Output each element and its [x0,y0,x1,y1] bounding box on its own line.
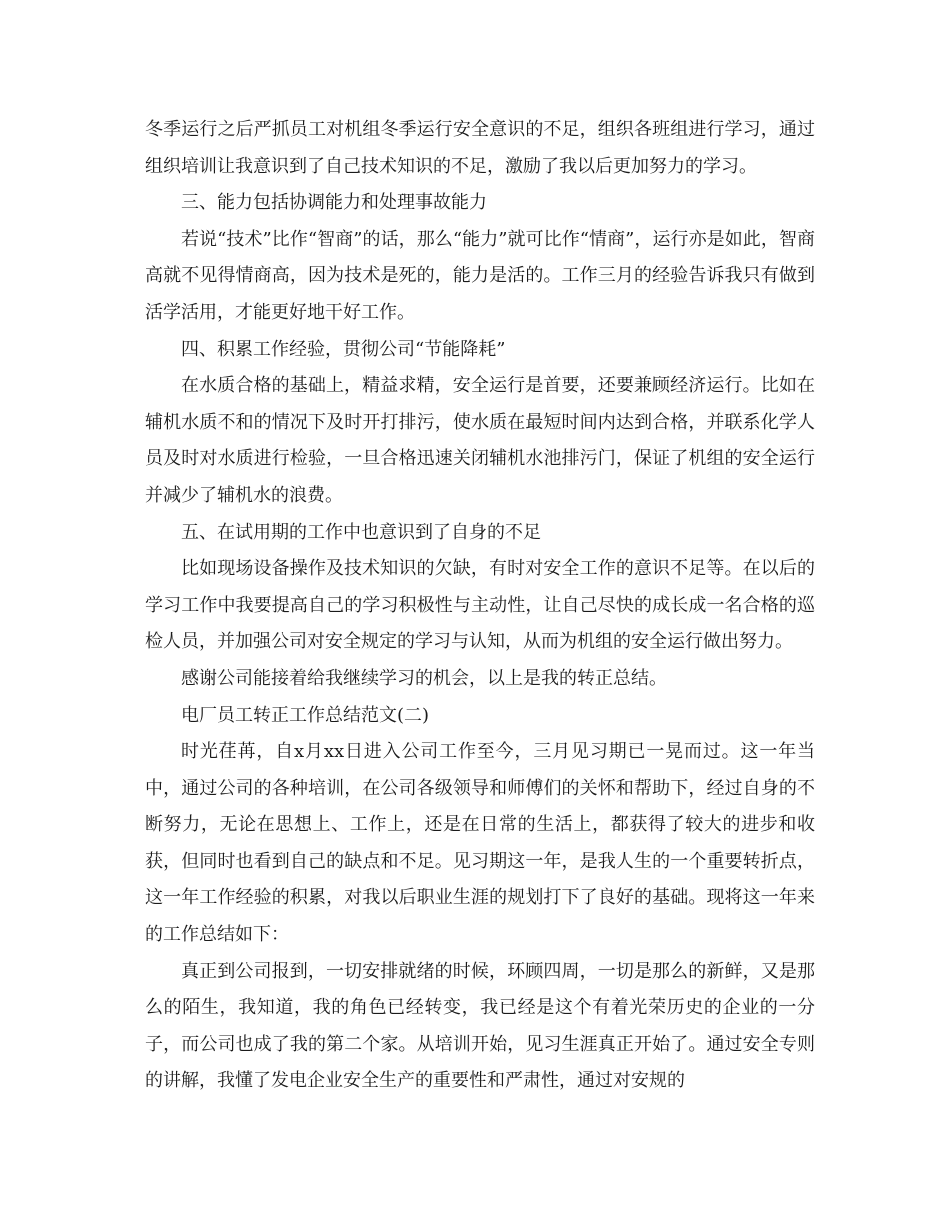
paragraph-7: 真正到公司报到，一切安排就绪的时候，环顾四周，一切是那么的新鲜，又是那么的陌生，我知道，我的角色已经转变，我已经是这个有着光荣历史的企业的一分子，而公司也成了我的第二个家。从培训开始，见习生涯真正开始了。通过安全专则的讲解，我懂了发电企业安全生产的重要性和严肃性，通过对安规的 [145,960,815,1092]
paragraph-4: 比如现场设备操作及技术知识的欠缺，有时对安全工作的意识不足等。在以后的学习工作中我要提高自己的学习积极性与主动性，让自己尽快的成长成一名合格的巡检人员，并加强公司对安全规定的学习与认知，从而为机组的安全运行做出努力。 [145,558,815,653]
section-heading-3: 三、能力包括协调能力和处理事故能力 [181,192,487,214]
document-subtitle: 电厂员工转正工作总结范文(二) [181,704,430,726]
paragraph-5: 感谢公司能接着给我继续学习的机会，以上是我的转正总结。 [181,667,667,689]
section-heading-4: 四、积累工作经验，贯彻公司“节能降耗” [181,338,506,360]
paragraph-3: 在水质合格的基础上，精益求精，安全运行是首要，还要兼顾经济运行。比如在辅机水质不和的情况下及时开打排污，使水质在最短时间内达到合格，并联系化学人员及时对水质进行检验，一旦合格迅速关闭辅机水池排污门，保证了机组的安全运行并减少了辅机水的浪费。 [145,375,815,506]
paragraph-6: 时光荏苒，自x月xx日进入公司工作至今，三月见习期已一晃而过。这一年当中，通过公司的各种培训，在公司各级领导和师傅们的关怀和帮助下，经过自身的不断努力，无论在思想上、工作上，还是在日常的生活上，都获得了较大的进步和收获，但同时也看到自己的缺点和不足。见习期这一年，是我人生的一个重要转折点，这一年工作经验的积累，对我以后职业生涯的规划打下了良好的基础。现将这一年来的工作总结如下： [145,741,815,946]
document-body [145,112,815,1100]
paragraph-2: 若说“技术”比作“智商”的话，那么“能力”就可比作“情商”，运行亦是如此，智商高就不见得情商高，因为技术是死的，能力是活的。工作三月的经验告诉我只有做到活学活用，才能更好地干好工作。 [145,228,815,323]
section-heading-5: 五、在试用期的工作中也意识到了自身的不足 [181,521,541,543]
paragraph-1: 冬季运行之后严抓员工对机组冬季运行安全意识的不足，组织各班组进行学习，通过组织培训让我意识到了自己技术知识的不足，激励了我以后更加努力的学习。 [145,119,815,177]
